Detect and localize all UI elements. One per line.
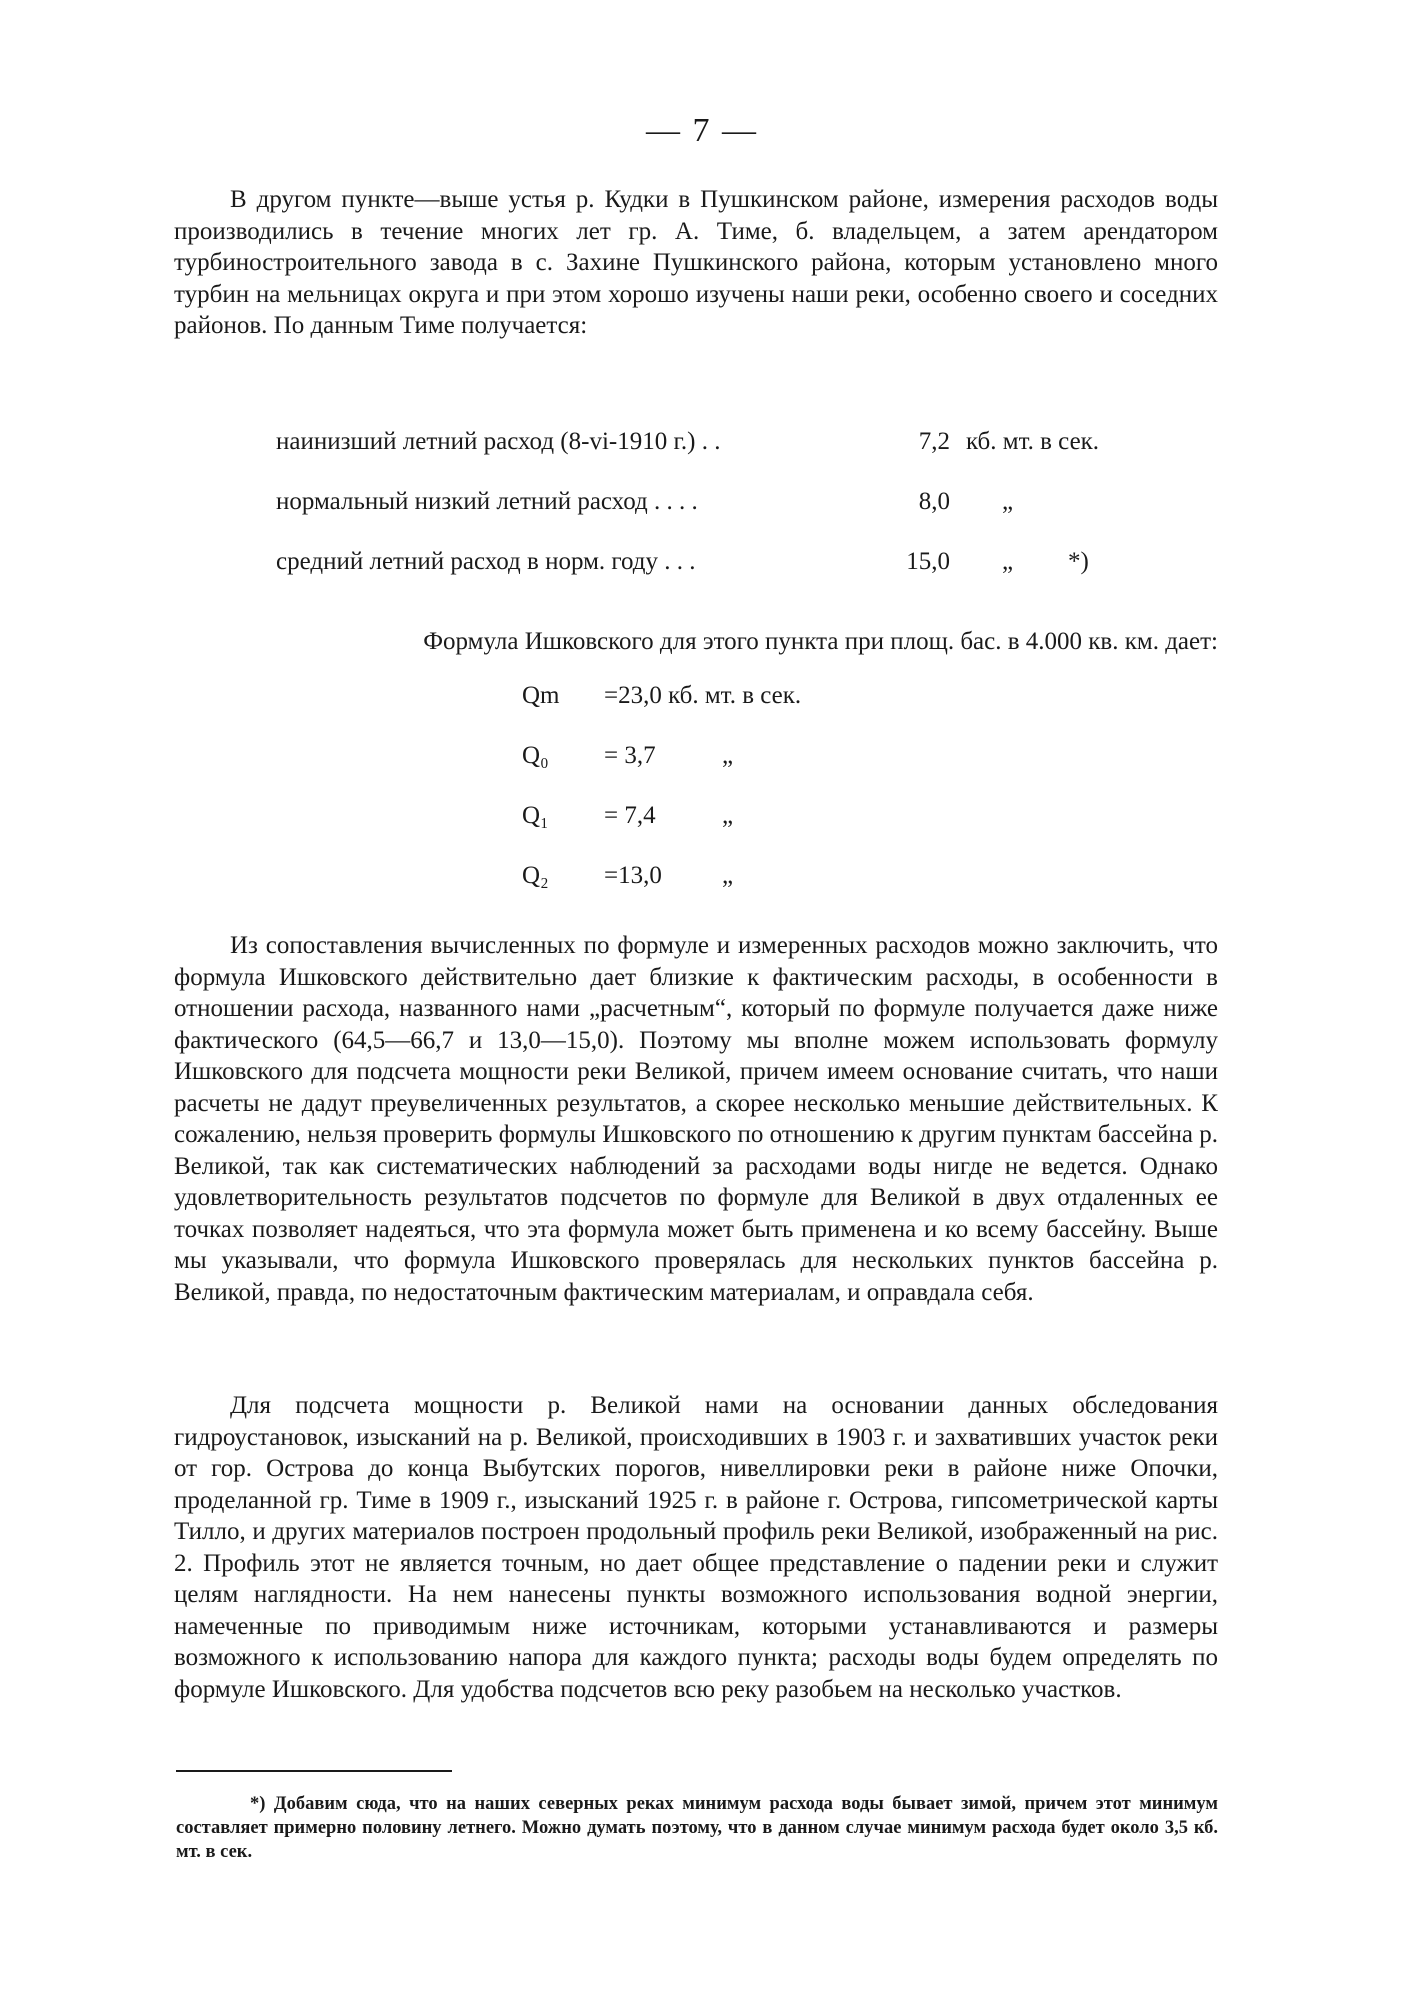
measurement-value: 8,0 bbox=[918, 488, 950, 515]
ditto-mark: „ bbox=[722, 742, 734, 769]
paragraph-text: В другом пункте—выше устья р. Кудки в Пушкинском районе, измерения расходов воды производились в течение многих лет гр. А. Тиме, б. владельцем, а затем арендатором турбиностроительного завода в с. Захине Пушкинского района, которым установлено много турбин на мельницах округа и при этом хорошо изучены наши реки, особенно своего и соседних районов. По данным Тиме получается: bbox=[174, 186, 1218, 339]
paragraph-comparison bbox=[174, 930, 1218, 1308]
paragraph-text: Из сопоставления вычисленных по формуле и измеренных расходов можно заключить, что формула Ишковского действительно дает близкие к фактическим расходы, в особенности в отношении расхода, названного нами „расчетным“, который по формуле получается даже ниже фактического (64,5—66,7 и 13,0—15,0). Поэтому мы вполне можем использовать формулу Ишковского для подсчета мощности реки Великой, причем имеем основание считать, что наши расчеты не дадут преувеличенных результатов, а скорее несколько меньшие действительных. К сожалению, нельзя проверить формулы Ишковского по отношению к другим пунктам бассейна р. Великой, так как систематических наблюдений за расходами воды нигде не ведется. Однако удовлетворительность результатов подсчетов по формуле для Великой в двух отдаленных ее точках позволяет надеяться, что эта формула может быть применена и ко всему бассейну. Выше мы указывали, что формула Ишковского проверялась для нескольких пунктов бассейна р. Великой, правда, по недостаточным фактическим материалам, и оправдала себя. bbox=[174, 932, 1218, 1306]
ditto-mark: „ bbox=[1002, 548, 1014, 575]
formula-label: Qm bbox=[522, 682, 560, 709]
measurement-value: 7,2 bbox=[918, 428, 950, 455]
paragraph-profile bbox=[174, 1390, 1218, 1705]
measurement-row bbox=[276, 542, 1176, 602]
measurement-label: нормальный низкий летний расход . . . . bbox=[276, 488, 698, 515]
footnote-divider bbox=[176, 1770, 452, 1772]
formula-label: Q₀ bbox=[522, 742, 549, 769]
formula-value: =23,0 кб. мт. в сек. bbox=[604, 682, 802, 709]
ditto-mark: „ bbox=[722, 802, 734, 829]
measurement-label: наинизший летний расход (8-vi-1910 г.) . . bbox=[276, 428, 721, 455]
formula-label: Q₂ bbox=[522, 862, 549, 889]
measurement-value: 15,0 bbox=[906, 548, 950, 575]
paragraph-text: Для подсчета мощности р. Великой нами на основании данных обследования гидроустановок, изысканий на р. Великой, происходивших в 1903 г. и захвативших участок реки от гор. Острова до конца Выбутских порогов, нивеллировки реки в районе ниже Опочки, проделанной гр. Тиме в 1909 г., изысканий 1925 г. в районе г. Острова, гипсометрической карты Тилло, и других материалов построен продольный профиль реки Великой, изображенный на рис. 2. Профиль этот не является точным, но дает общее представление о падении реки и служит целям наглядности. На нем нанесены пункты возможного использования водной энергии, намеченные по приводимым ниже источникам, которыми устанавливаются и размеры возможного к использованию напора для каждого пункта; расходы воды будем определять по формуле Ишковского. Для удобства подсчетов всю реку разобьем на несколько участков. bbox=[174, 1392, 1218, 1703]
ditto-mark: „ bbox=[722, 862, 734, 889]
paragraph-measurements-intro bbox=[174, 184, 1218, 342]
formula-row bbox=[522, 856, 922, 916]
footnote-marker: *) bbox=[1068, 548, 1089, 575]
formula-value: =13,0 bbox=[604, 862, 662, 889]
measurement-unit: кб. мт. в сек. bbox=[966, 428, 1100, 455]
formula-row bbox=[522, 676, 922, 736]
ditto-mark: „ bbox=[1002, 488, 1014, 515]
measurement-row bbox=[276, 422, 1176, 482]
formula-list bbox=[522, 676, 922, 916]
footnote-text: *) Добавим сюда, что на наших северных реках минимум расхода воды бывает зимой, причем этот минимум составляет примерно половину летнего. Можно думать поэтому, что в данном случае минимум расхода будет около 3,5 кб. мт. в сек. bbox=[176, 1794, 1218, 1862]
footnote bbox=[176, 1792, 1218, 1864]
formula-row bbox=[522, 736, 922, 796]
formula-value: = 7,4 bbox=[604, 802, 656, 829]
page-number: — 7 — bbox=[646, 112, 758, 149]
measurement-list bbox=[276, 422, 1176, 602]
measurement-row bbox=[276, 482, 1176, 542]
formula-label: Q₁ bbox=[522, 802, 549, 829]
formula-value: = 3,7 bbox=[604, 742, 656, 769]
formula-intro: Формула Ишковского для этого пункта при площ. бас. в 4.000 кв. км. дает: bbox=[423, 628, 1218, 655]
formula-row bbox=[522, 796, 922, 856]
measurement-label: средний летний расход в норм. году . . . bbox=[276, 548, 696, 575]
